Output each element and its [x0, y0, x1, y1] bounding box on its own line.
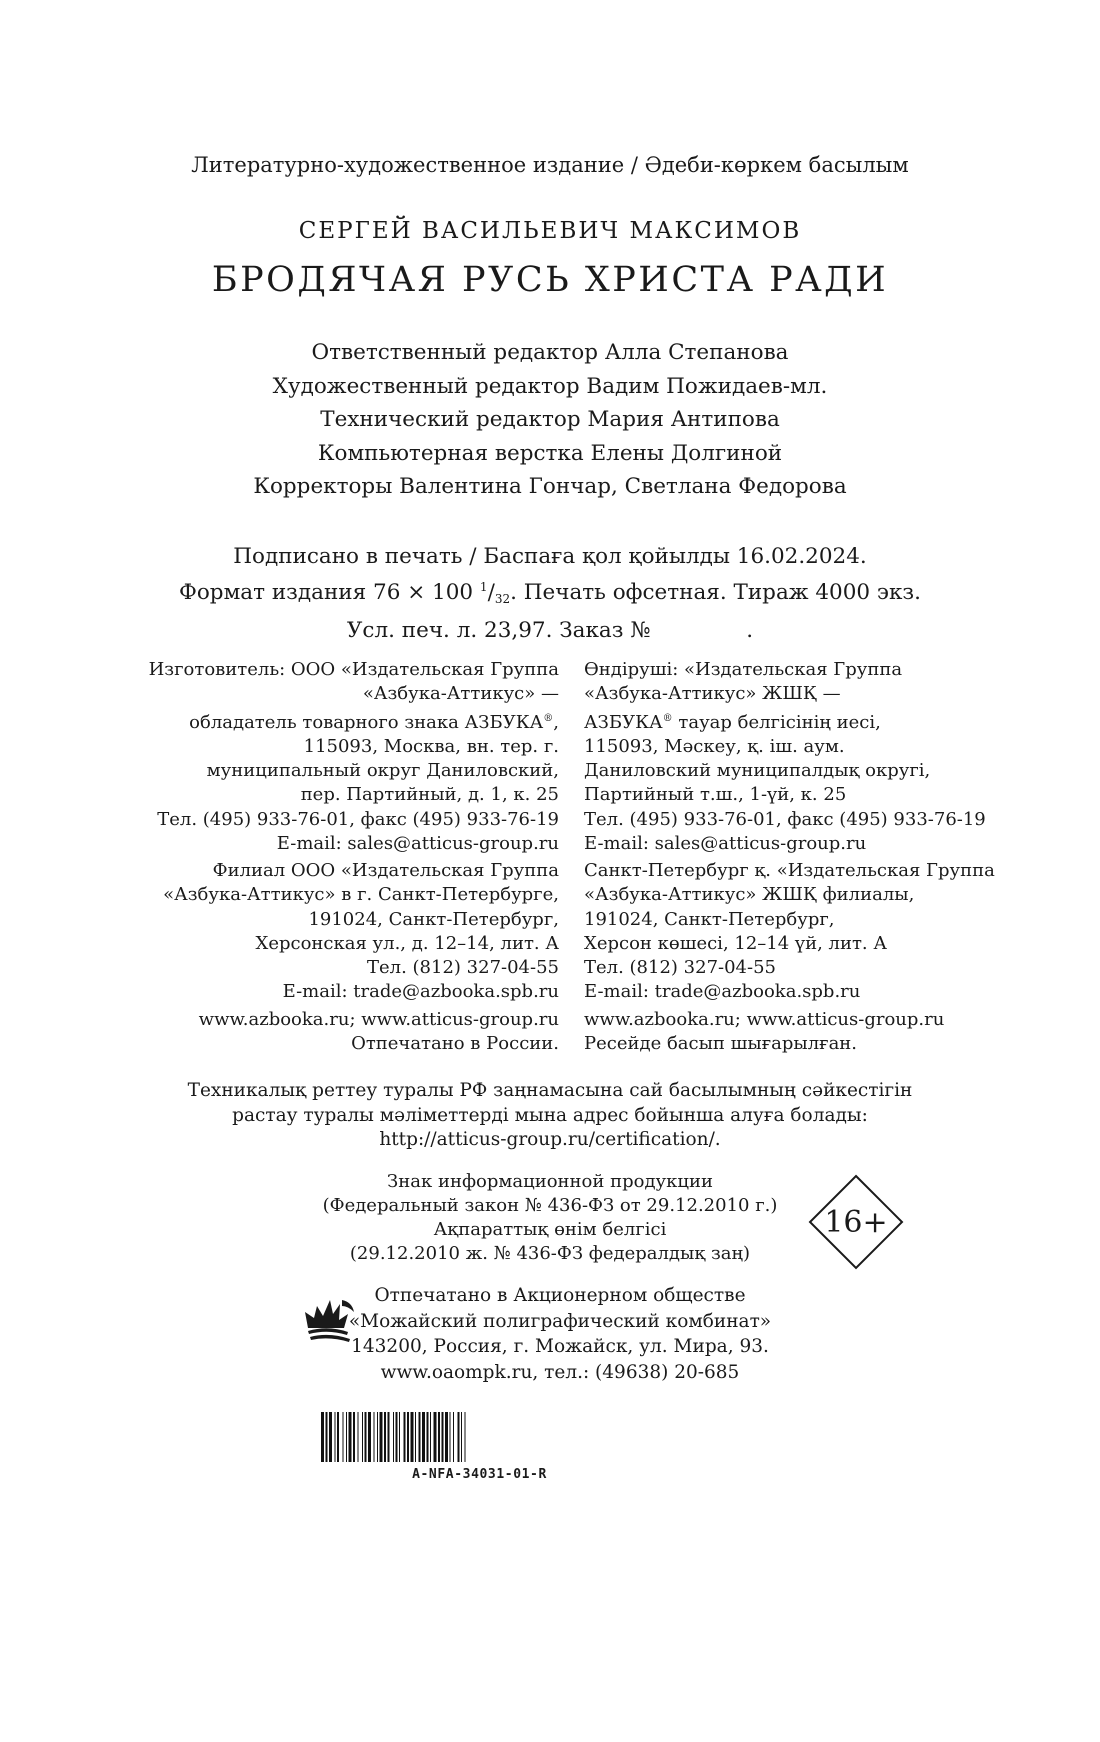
barcode-bar	[453, 1412, 454, 1462]
barcode-bar	[377, 1412, 378, 1462]
credit-line: Корректоры Валентина Гончар, Светлана Федорова	[253, 474, 847, 499]
barcode-bar	[358, 1412, 359, 1462]
credit-line: Технический редактор Мария Антипова	[320, 407, 780, 432]
barcode-bar	[380, 1412, 383, 1462]
barcode-bar	[343, 1412, 344, 1462]
barcode-bar	[362, 1412, 363, 1462]
barcode-bar	[365, 1412, 367, 1462]
branch-kz: Санкт-Петербург қ. «Издательская Группа «Азбука-Аттикус» ЖШҚ филиалы, 191024, Санкт-Петербург, Херсон көшесі, 12–14 үй, лит. А Тел. (812) 327-04-55 E-mail: trade@azbooka.spb.ru	[584, 860, 995, 1003]
barcode-bar	[445, 1412, 448, 1462]
info-product-sign: Знак информационной продукции (Федеральный закон № 436-ФЗ от 29.12.2010 г.) Ақпараттық өнім белгісі (29.12.2010 ж. № 436-ФЗ федералдық заң)	[322, 1171, 778, 1264]
age-rating-text: 16+	[824, 1205, 888, 1240]
barcode-bar	[404, 1412, 406, 1462]
barcode-bar	[458, 1412, 460, 1462]
barcode-bar	[349, 1412, 352, 1462]
manufacturer-ru: Изготовитель: ООО «Издательская Группа «Азбука-Аттикус» — обладатель товарного знака АЗБУКА®, 115093, Москва, вн. тер. г. муниципальный округ Даниловский, пер. Партийный, д. 1, к. 25 Тел. (495) 933-76-01, факс (495) 933-76-19 E-mail: sales@atticus-group.ru	[148, 659, 559, 855]
format-line: Формат издания 76 × 100 $^1/_{32}$. Печать офсетная. Тираж 4000 экз.	[179, 580, 921, 606]
signed-date-line: Подписано в печать / Баспаға қол қойылды 16.02.2024.	[233, 544, 867, 569]
credits-block	[0, 336, 1100, 504]
barcode-bar	[465, 1412, 466, 1462]
barcode-bar	[411, 1412, 414, 1462]
barcode-bar	[442, 1412, 444, 1462]
barcode-bar	[335, 1412, 336, 1462]
barcode-bar	[368, 1412, 371, 1462]
barcode-bar	[434, 1412, 437, 1462]
barcode-bar	[329, 1412, 332, 1462]
barcode-bar	[346, 1412, 347, 1462]
web-ru: www.azbooka.ru; www.atticus-group.ru Отпечатано в России.	[198, 1009, 559, 1055]
certification-link[interactable]: http://atticus-group.ru/certification/.	[379, 1129, 721, 1150]
manufacturer-kz: Өндіруші: «Издательская Группа «Азбука-Аттикус» ЖШҚ — АЗБУКА® тауар белгісінің иесі, 115093, Мәскеу, қ. іш. аум. Даниловский муниципалдық округі, Партийный т.ш., 1-үй, к. 25 Тел. (495) 933-76-01, факс (495) 933-76-19 E-mail: sales@atticus-group.ru	[584, 659, 986, 855]
barcode-bar	[374, 1412, 375, 1462]
barcode-bar	[450, 1412, 451, 1462]
credit-line: Художественный редактор Вадим Пожидаев-мл.	[272, 373, 828, 399]
barcode-bar	[326, 1412, 328, 1462]
barcode-bar	[393, 1412, 394, 1462]
barcode-bar	[415, 1412, 416, 1462]
barcode-bar	[353, 1412, 355, 1462]
printer-info: Отпечатано в Акционерном обществе «Можайский полиграфический комбинат» 143200, Россия, г. Можайск, ул. Мира, 93. www.oaompk.ru, тел.: (49638) 20-685	[348, 1285, 772, 1383]
credit-line: Ответственный редактор Алла Степанова	[311, 340, 789, 365]
certification-note: Техникалық реттеу туралы РФ заңнамасына сай басылымның сәйкестігін растау туралы мәліметтерді мына адрес бойынша алуға болады: http://atticus-group.ru/certification/.	[0, 1079, 1100, 1153]
barcode-bar	[321, 1412, 324, 1462]
barcode-bar	[384, 1412, 386, 1462]
barcode-bar	[337, 1412, 339, 1462]
barcode-bar	[461, 1412, 462, 1462]
book-title: БРОДЯЧАЯ РУСЬ ХРИСТА РАДИ	[211, 260, 889, 300]
sheets-order-line: Усл. печ. л. 23,97. Заказ № .	[346, 618, 754, 643]
barcode	[321, 1412, 638, 1462]
genre-line: Литературно-художественное издание / Әдеби-көркем басылым	[191, 153, 909, 177]
barcode-bar	[399, 1412, 400, 1462]
barcode-bar	[419, 1412, 421, 1462]
barcode-bar	[422, 1412, 425, 1462]
barcode-bar	[396, 1412, 398, 1462]
branch-ru: Филиал ООО «Издательская Группа «Азбука-Аттикус» в г. Санкт-Петербурге, 191024, Санкт-Петербург, Херсонская ул., д. 12–14, лит. А Тел. (812) 327-04-55 E-mail: trade@azbooka.spb.ru	[163, 860, 559, 1003]
barcode-bar	[438, 1412, 440, 1462]
barcode-text: A-NFA-34031-01-R	[412, 1467, 547, 1482]
diamond-age-rating-icon	[806, 1172, 906, 1272]
barcode-bar	[388, 1412, 390, 1462]
barcode-bar	[430, 1412, 431, 1462]
credit-line: Компьютерная верстка Елены Долгиной	[317, 440, 783, 466]
print-info-block	[0, 541, 1100, 646]
barcode-bar	[407, 1412, 409, 1462]
web-kz: www.azbooka.ru; www.atticus-group.ru Ресейде басып шығарылған.	[584, 1009, 945, 1055]
author-name: СЕРГЕЙ ВАСИЛЬЕВИЧ МАКСИМОВ	[298, 218, 802, 244]
barcode-bar	[427, 1412, 429, 1462]
